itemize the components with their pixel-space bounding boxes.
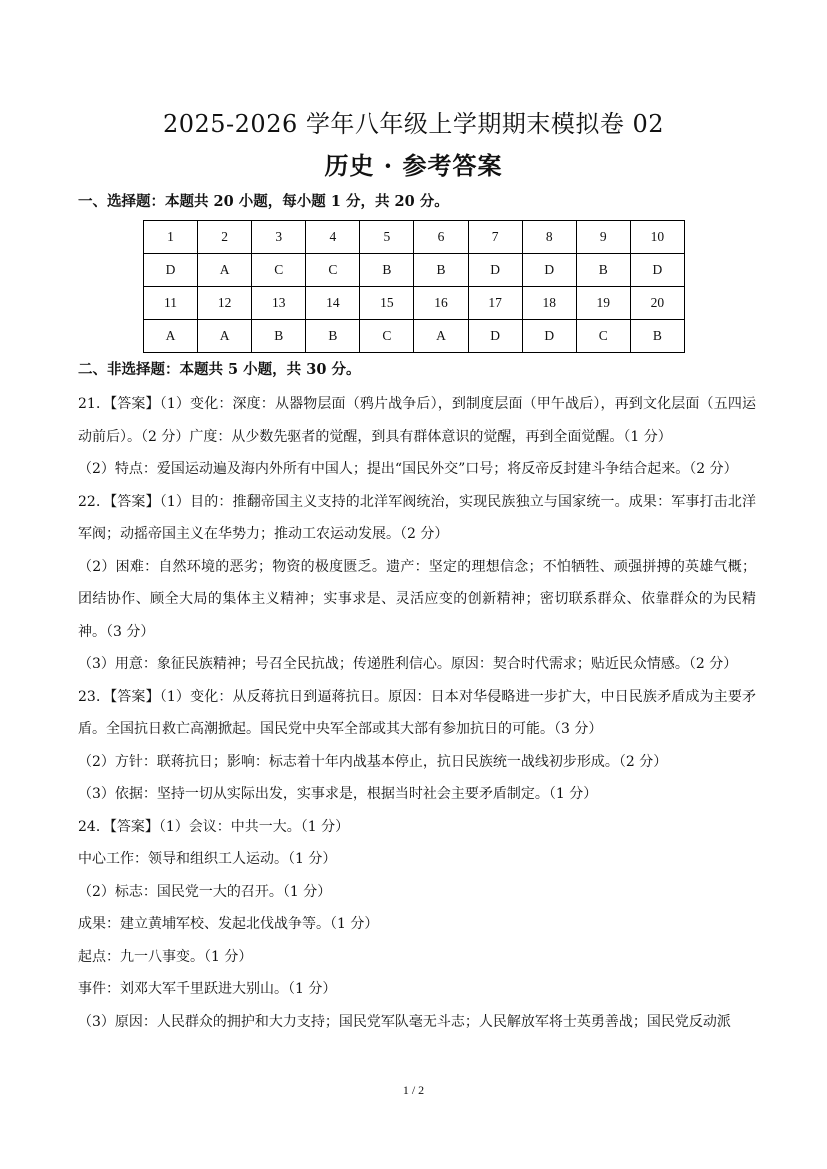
answer-line: 成果：建立黄埔军校、发起北伐战争等。（1 分） — [78, 916, 379, 932]
table-cell: A — [198, 320, 252, 353]
answer-table — [143, 220, 685, 353]
table-cell: 18 — [522, 287, 576, 320]
table-cell: 20 — [630, 287, 684, 320]
table-cell: C — [252, 254, 306, 287]
table-cell: C — [360, 320, 414, 353]
answer-line: 事件：刘邓大军千里跃进大别山。（1 分） — [78, 981, 337, 997]
table-cell: 19 — [576, 287, 630, 320]
table-cell: D — [468, 254, 522, 287]
section-heading-choice: 一、选择题：本题共 20 小题，每小题 1 分，共 20 分。 — [78, 193, 449, 210]
table-cell: 7 — [468, 221, 522, 254]
page-number: 1 / 2 — [402, 1083, 425, 1097]
table-cell: D — [522, 320, 576, 353]
answer-body — [78, 388, 756, 1038]
table-cell: A — [414, 320, 468, 353]
table-cell: 9 — [576, 221, 630, 254]
answer-line: 22．【答案】（1）目的：推翻帝国主义支持的北洋军阀统治，实现民族独立与国家统一。成果：军事打击北洋军阀；动摇帝国主义在华势力；推动工农运动发展。（2 分） — [78, 493, 756, 542]
table-cell: 11 — [144, 287, 198, 320]
table-cell: 15 — [360, 287, 414, 320]
table-cell: A — [144, 320, 198, 353]
table-cell: B — [252, 320, 306, 353]
table-cell: C — [576, 320, 630, 353]
table-cell: 10 — [630, 221, 684, 254]
table-cell: B — [360, 254, 414, 287]
table-cell: A — [198, 254, 252, 287]
section-heading-nonchoice: 二、非选择题：本题共 5 小题，共 30 分。 — [78, 361, 361, 378]
table-cell: 13 — [252, 287, 306, 320]
answer-line: （2）方针：联蒋抗日；影响：标志着十年内战基本停止，抗日民族统一战线初步形成。（2 分） — [78, 753, 668, 770]
table-row-question-numbers — [144, 221, 685, 254]
answer-line: 24．【答案】（1）会议：中共一大。（1 分） — [78, 818, 350, 835]
table-cell: 12 — [198, 287, 252, 320]
answer-line: （3）原因：人民群众的拥护和大力支持；国民党军队毫无斗志；人民解放军将士英勇善战；国民党反动派 — [78, 1013, 731, 1030]
table-cell: 3 — [252, 221, 306, 254]
table-cell: D — [630, 254, 684, 287]
answer-line: 中心工作：领导和组织工人运动。（1 分） — [78, 851, 337, 867]
table-cell: 6 — [414, 221, 468, 254]
table-cell: B — [306, 320, 360, 353]
answer-line: 起点：九一八事变。（1 分） — [78, 948, 253, 965]
table-cell: 4 — [306, 221, 360, 254]
table-cell: 8 — [522, 221, 576, 254]
table-cell: 16 — [414, 287, 468, 320]
table-cell: 14 — [306, 287, 360, 320]
answer-line: （3）依据：坚持一切从实际出发，实事求是，根据当时社会主要矛盾制定。（1 分） — [78, 786, 598, 802]
table-cell: 5 — [360, 221, 414, 254]
answer-line: （3）用意：象征民族精神；号召全民抗战；传递胜利信心。原因：契合时代需求；贴近民众情感。（2 分） — [78, 656, 738, 672]
answer-line: （2）困难：自然环境的恶劣；物资的极度匮乏。遗产：坚定的理想信念；不怕牺牲、顽强拼搏的英雄气概；团结协作、顾全大局的集体主义精神；实事求是、灵活应变的创新精神；密切联系群众、依靠群众的为民精神。（3 分） — [78, 558, 756, 640]
table-row-question-numbers — [144, 287, 685, 320]
table-cell: 2 — [198, 221, 252, 254]
answer-line: 21．【答案】（1）变化：深度：从器物层面（鸦片战争后），到制度层面（甲午战后），再到文化层面（五四运动前后）。（2 分）广度：从少数先驱者的觉醒，到具有群体意识的觉醒，再到全面觉醒。（1 分） — [78, 396, 756, 445]
table-cell: B — [414, 254, 468, 287]
page-title: 2025-2026 学年八年级上学期期末模拟卷 02 — [162, 110, 665, 138]
table-cell: D — [144, 254, 198, 287]
table-cell: D — [522, 254, 576, 287]
table-cell: B — [630, 320, 684, 353]
answer-line: 23．【答案】（1）变化：从反蒋抗日到逼蒋抗日。原因：日本对华侵略进一步扩大，中日民族矛盾成为主要矛盾。全国抗日救亡高潮掀起。国民党中央军全部或其大部有参加抗日的可能。（3 分） — [78, 688, 756, 737]
page-subtitle: 历史 · 参考答案 — [324, 151, 503, 180]
table-cell: 17 — [468, 287, 522, 320]
table-row-answers — [144, 320, 685, 353]
answer-line: （2）标志：国民党一大的召开。（1 分） — [78, 883, 332, 900]
table-cell: 1 — [144, 221, 198, 254]
table-cell: D — [468, 320, 522, 353]
table-cell: B — [576, 254, 630, 287]
table-cell: C — [306, 254, 360, 287]
answer-line: （2）特点：爱国运动遍及海内外所有中国人；提出“国民外交”口号；将反帝反封建斗争结合起来。（2 分） — [78, 461, 738, 477]
table-row-answers — [144, 254, 685, 287]
